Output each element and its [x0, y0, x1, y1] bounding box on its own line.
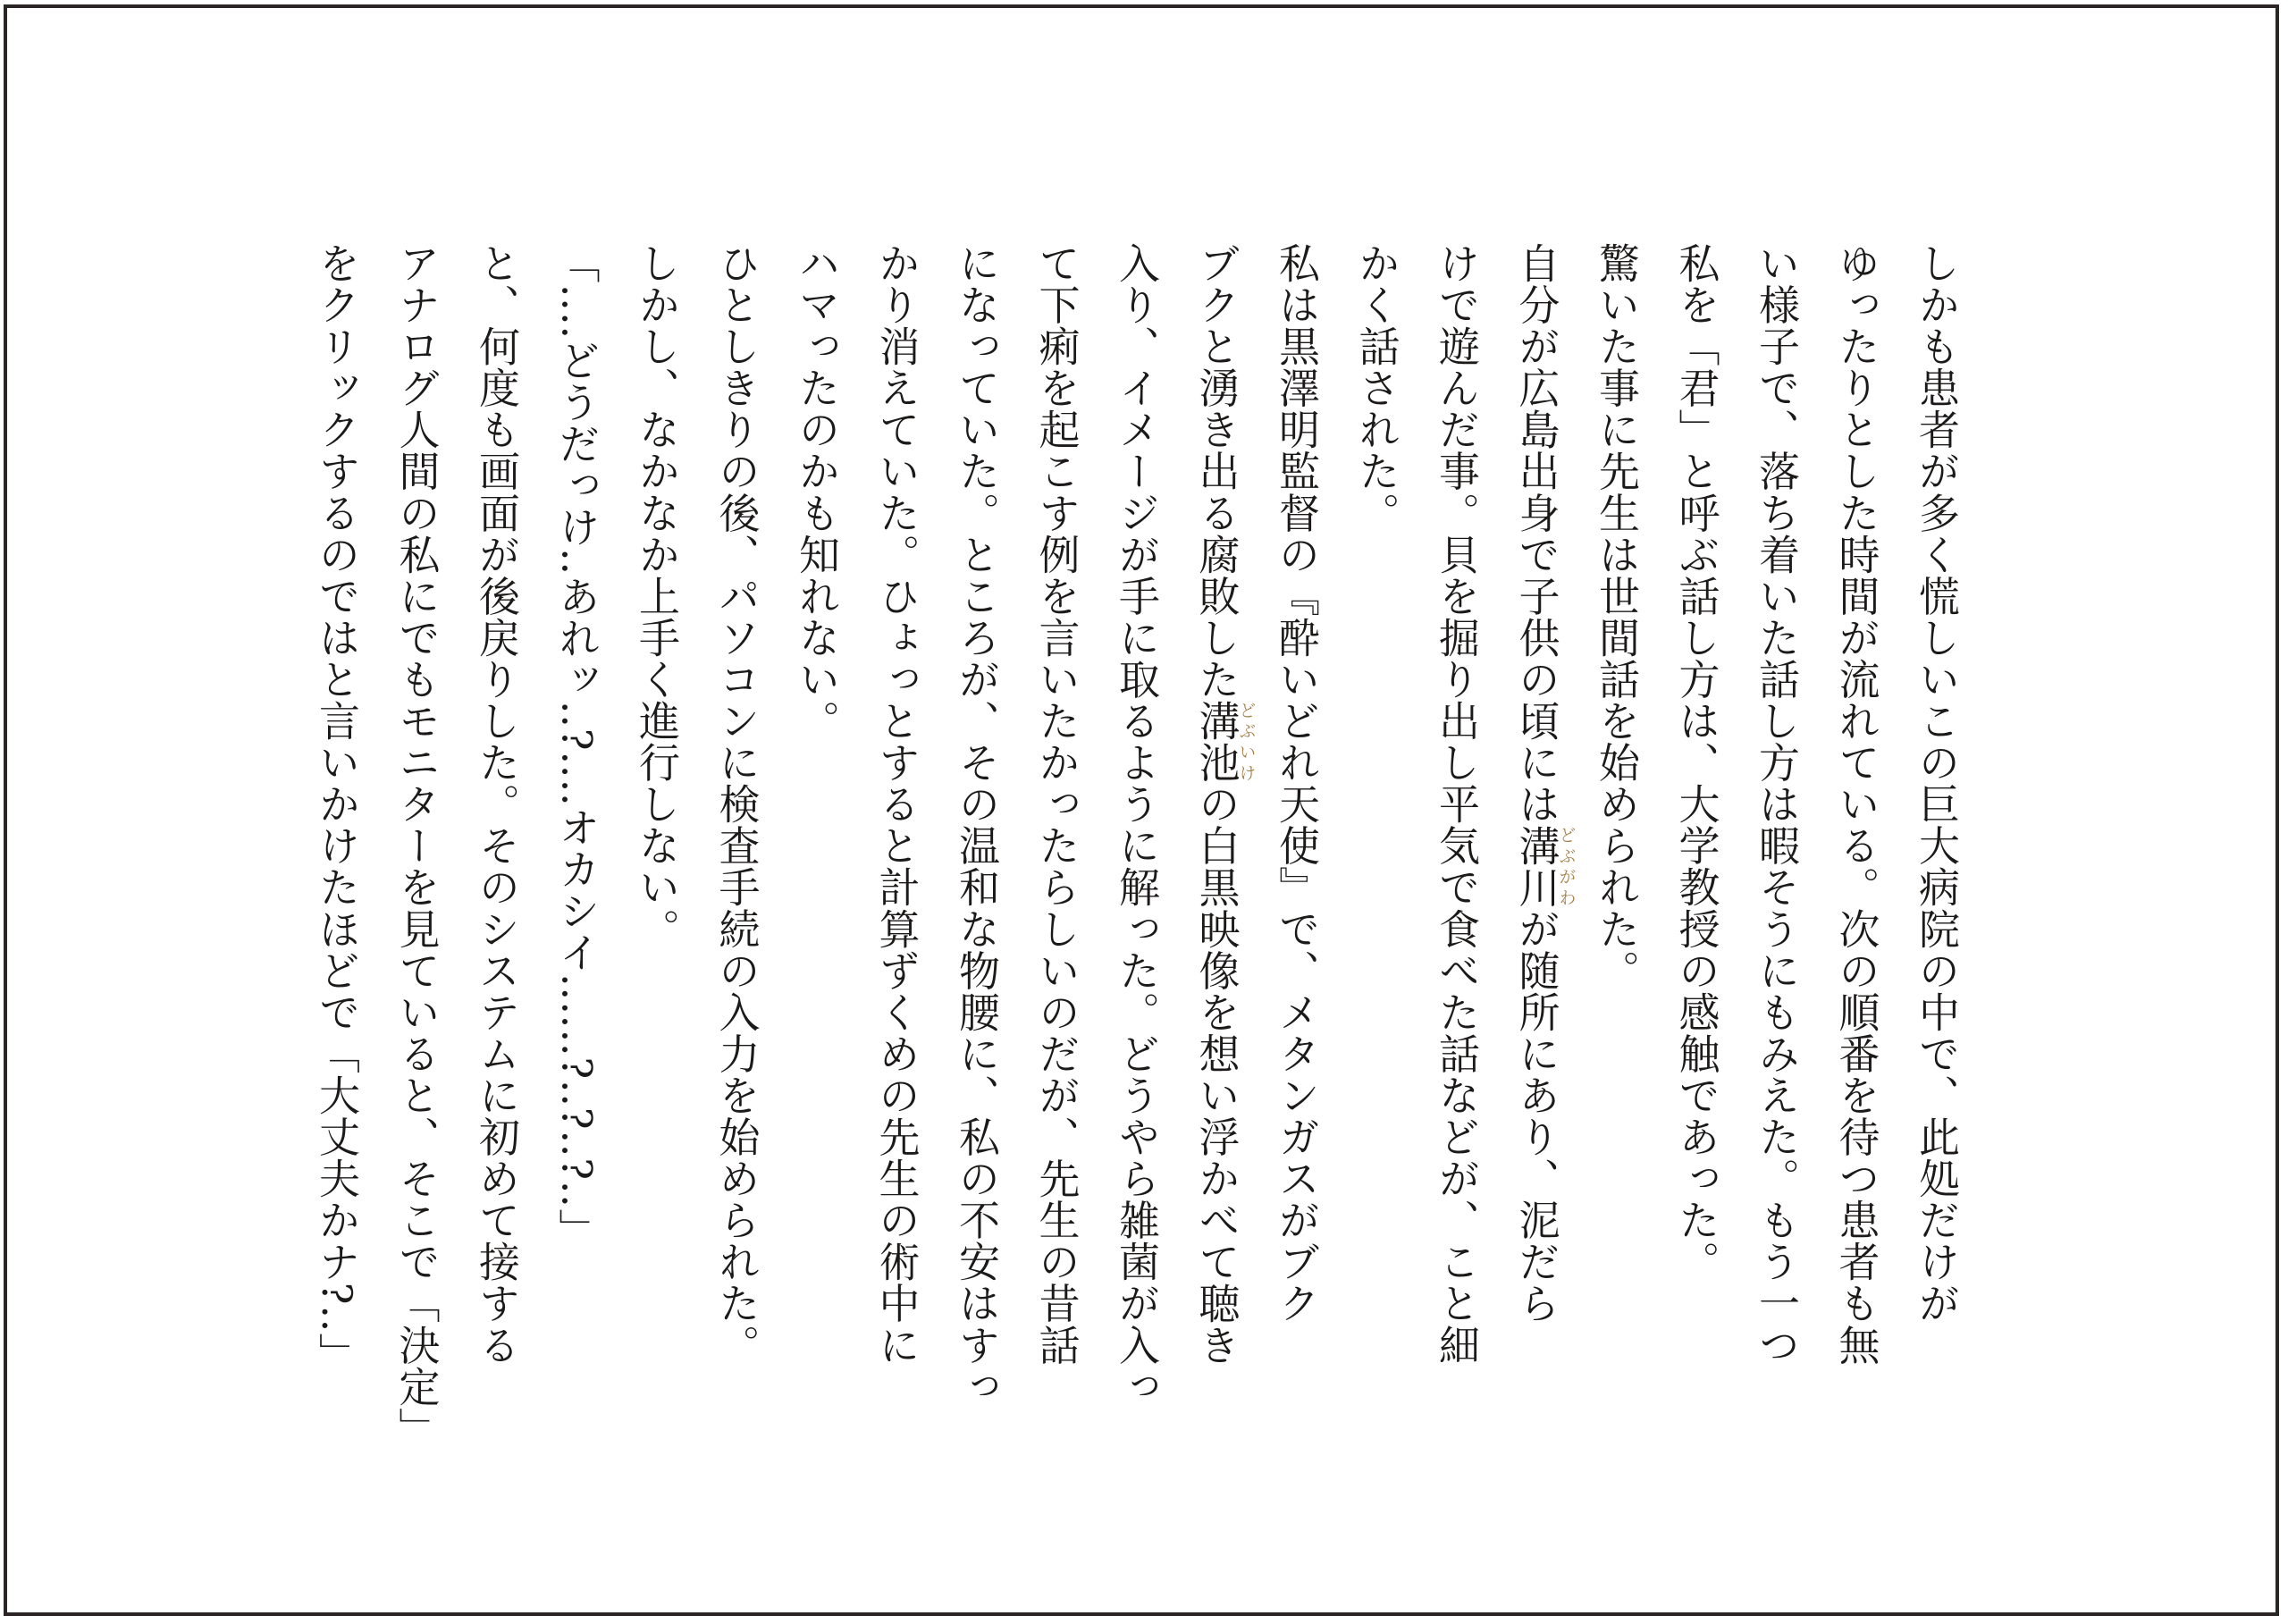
text-line: て下痢を起こす例を言いたかったらしいのだが、先生の昔話: [1032, 242, 1081, 1366]
page-frame: [4, 4, 2279, 1616]
text-segment: が随所にあり、泥だら: [1512, 907, 1561, 1325]
text-line: 私は黒澤明監督の『酔いどれ天使』で、メタンガスがブク: [1273, 242, 1321, 1325]
text-line: と、何度も画面が後戻りした。そのシステムに初めて接する: [473, 242, 521, 1366]
text-line: しかも患者が多く慌しいこの巨大病院の中で、此処だけが: [1913, 242, 1961, 1325]
text-line: かく話された。: [1352, 242, 1401, 534]
text-line: ひとしきりの後、パソコンに検査手続の入力を始められた。: [712, 242, 761, 1366]
text-segment: ブクと湧き出る腐敗した: [1192, 242, 1241, 701]
ruby-base: 溝池: [1192, 700, 1241, 784]
text-segment: の白黒映像を想い浮かべて聴き: [1192, 783, 1241, 1366]
text-line: 入り、イメージが手に取るように解った。どうやら雑菌が入っ: [1113, 242, 1161, 1408]
ruby-base: 溝川: [1512, 824, 1561, 908]
ruby-reading: どぶがわ: [1556, 824, 1577, 908]
text-line: しかし、なかなか上手く進行しない。: [633, 242, 681, 950]
ruby-dobuike: [1192, 700, 1257, 784]
text-line: けで遊んだ事。貝を掘り出し平気で食べた話などが、こと細: [1433, 242, 1481, 1366]
text-line: 「‥‥どうだっけ‥あれッ‥?‥‥オカシイ‥‥‥?‥?‥?‥」: [552, 242, 601, 1250]
text-line: かり消えていた。ひょっとすると計算ずくめの先生の術中に: [872, 242, 921, 1366]
text-line: 私を「君」と呼ぶ話し方は、大学教授の感触であった。: [1672, 242, 1721, 1283]
text-segment: 自分が広島出身で子供の頃には: [1512, 242, 1561, 825]
text-line: をクリックするのではと言いかけたほどで「大丈夫かナ?‥」: [313, 242, 361, 1375]
text-line: アナログ人間の私にでもモニターを見ていると、そこで「決定」: [392, 242, 442, 1449]
text-line-with-ruby: [1496, 242, 1577, 1458]
text-line: になっていた。ところが、その温和な物腰に、私の不安はすっ: [953, 242, 1001, 1408]
text-line: 驚いた事に先生は世間話を始められた。: [1593, 242, 1641, 991]
ruby-dobugawa: [1512, 824, 1577, 908]
text-line: ハマったのかも知れない。: [793, 242, 841, 742]
text-line-with-ruby: [1176, 242, 1257, 1458]
text-line: ゆったりとした時間が流れている。次の順番を待つ患者も無: [1832, 242, 1881, 1366]
ruby-reading: どぶいけ: [1236, 700, 1257, 784]
vertical-body-text: [297, 242, 1977, 1458]
text-line: い様子で、落ち着いた話し方は暇そうにもみえた。もう一つ: [1753, 242, 1801, 1366]
